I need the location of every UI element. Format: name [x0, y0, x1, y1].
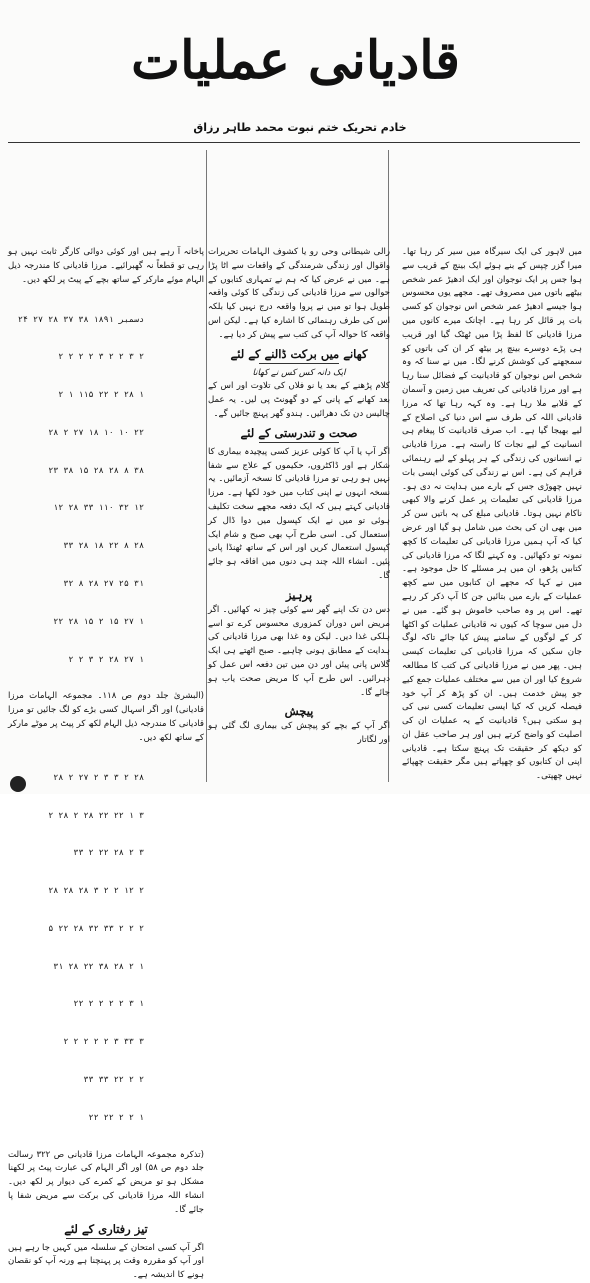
section-quote: ایک دانہ کس کس نے کھانا [252, 367, 346, 378]
page-title: قادیانی عملیات [131, 30, 460, 91]
body-paragraph: پاخانہ آ رہے ہیں اور کوئی دوائی کارگر ثابت نہیں ہو رہی تو قطعاً نہ گھبرائیے۔ مرزا قادیانی کا مندرجہ ذیل الہام موئے مارکر کے ساتھ بچے کے پیٹ پر لکھ دیں۔ [8, 247, 204, 285]
section-body: کلام پڑھنے کے بعد یا نو فلاں کی تلاوت اور اس کے بعد کھانے کے پانی کے دو گھونٹ پی لیں۔ یہ عمل چالیس دن تک دھرائیں۔ ہندو گھر پہنچ جائیں گے۔ [208, 381, 390, 419]
article-column-3 [8, 246, 205, 1281]
section-divider [66, 1238, 146, 1239]
section-body: اگر آپ کسی امتحان کے سلسلہ میں کہیں جا رہے ہیں اور آپ کو مقررہ وقت پر پہنچنا ہے ورنہ آپ کو نقصان ہونے کا اندیشہ ہے۔ [8, 1242, 204, 1281]
number-row: ۳۳ ۲۸ ۱۸ ۲۲ ۸ ۲۸ [63, 540, 144, 551]
body-paragraph: میں لاہور کی ایک سیرگاہ میں سیر کر رہا تھا۔ میرا گزر چپس کے بنے ہوئے ایک بینچ کے قریب سے ہوا جس پر ایک نوجوان اور ایک ادھیڑ عمر شخص بیٹھے باتوں میں مصروف تھے۔ مجھے یوں محسوس ہوا جیسے ادھیڑ عمر شخص اس نوجوان کو کسی بات پر قائل کر رہا ہے۔ اچانک میرے کانوں میں مرزا قادیانی کا لفظ پڑا میں ٹھٹک گیا اور قریب ہی پڑے دوسرے بینچ پر بیٹھ کر ان کی باتوں کو سمجھنے کی کوشش کرنے لگا۔ میں نے سنا کہ وہ شخص اس نوجوان کو قادیانیت کے فضائل سنا رہا ہے اور مرزا قادیانی کی تعریف میں زمین و آسمان کے قلابے ملا رہا ہے۔ وہ کہہ رہا تھا کہ مرزا قادیانی اللہ کی طرف سے اس دنیا کی اصلاح کے لیے بھیجا گیا ہے۔ اب صرف قادیانیت کا پیغام ہی انسانیت کے لیے نجات کا راستہ ہے۔ مرزا قادیانی نے انسانوں کی زندگی کے ہر پہلو کے لیے رہنمائی فراہم کی ہے۔ اس نے زندگی کی کوئی ایسی بات نہیں چھوڑی جس کے بارے میں ہدایت نہ دی ہو۔ مرزا قادیانی کی تعلیمات پر عمل کرنے والا کبھی ناکام نہیں ہوتا۔ قادیانی مبلغ کی یہ باتیں سن کر میں بھی ان کی بحث میں شامل ہو گیا اور عرض کیا کہ آپ ہمیں مرزا قادیانی کی تعلیمات کا کچھ نمونہ تو دکھائیں۔ وہ کہنے لگا کہ مرزا قادیانی کی کتابیں پڑھو، ان میں ہر مسئلے کا حل موجود ہے۔ میں نے کہا کہ مجھے ان کتابوں میں سے کچھ عملیات کے بارے میں بتائیں جن کا آپ ذکر کر رہے تھے۔ اس پر وہ صاحب خاموش ہو گئے۔ میں نے دل میں سوچا کہ کیوں نہ قادیانی عملیات کو اکٹھا کر کے لوگوں کے سامنے پیش کیا جائے تاکہ لوگ جان سکیں کہ مرزا قادیانی کی تعلیمات کیسی ہیں۔ پھر میں نے مرزا قادیانی کی کتب کا مطالعہ شروع کیا اور ان میں سے مختلف عملیات جمع کیے جو پیش خدمت ہیں۔ ان کو پڑھ کر آپ خود فیصلہ کریں کہ کیا ایسی تعلیمات کسی نبی کی ہو سکتی ہیں؟ قادیانیت کے یہ عملیات ان کی اصلیت کو واضح کرتے ہیں اور ہر صاحب عقل ان کو دیکھ کر حقیقت تک پہنچ سکتا ہے۔ قادیانی اپنی ان کتابوں کو چھپاتے ہیں مگر حقیقت چھپائے نہیں چھپتی۔ [402, 247, 582, 782]
page-number-badge [10, 776, 26, 792]
number-row: ۲ ۱ ۱۱۵ ۲۲ ۲ ۲۸ ۱ [58, 389, 144, 400]
number-grid-b [8, 746, 204, 1149]
number-row: ۲ ۲۸ ۲ ۲۸ ۲۲ ۲۲ ۱ ۳ [48, 809, 144, 820]
section-heading: کھانے میں برکت ڈالنے کے لئے [230, 346, 368, 361]
number-row: ۵ ۲۲ ۲۸ ۳۲ ۳۳ ۲ ۲ ۲ [48, 922, 144, 933]
author-byline: خادم تحریک ختم نبوت محمد طاہر رزاق [193, 121, 407, 134]
number-row: ۲ ۲ ۲ ۲ ۲ ۳ ۳۳ ۳ [63, 1036, 144, 1047]
header-divider [8, 142, 580, 143]
number-grid-a [8, 287, 204, 690]
number-row: ۲۲ ۲۸ ۱۵ ۲ ۱۵ ۲۷ ۱ [53, 615, 144, 626]
section-heading: پیچش [284, 704, 314, 719]
number-row: ۲۴ دسمبر ۱۸۹۱ ۳۸ ۳۷ ۲۸ ۲۷ [17, 313, 144, 324]
number-row: ۳۳ ۲ ۲۲ ۲۸ ۲ ۳ [73, 847, 144, 858]
section-heading: تیز رفتاری کے لئے [64, 1221, 148, 1236]
column-divider [206, 150, 207, 782]
body-paragraph: (تذکرہ مجموعہ الہامات مرزا قادیانی ص ۳۲۲ رسالت جلد دوم ص ۵۸) اور اگر الہام کی عبارت پیٹ پر لکھنا مشکل ہو تو مریض کے کمرے کی دیوار پر لکھ دیں۔ انشاء اللہ مرزا قادیانی کی برکت سے مریض شفا پا جائے گا۔ [8, 1149, 204, 1215]
section-divider [259, 442, 339, 443]
number-row: ۲۸ ۲ ۲۷ ۱۸ ۱۰ ۱۰ ۲۲ [48, 426, 144, 437]
article-column-2 [208, 246, 390, 780]
body-paragraph: رالی شیطانی وحی رو یا کشوف الہامات تحریرات واقوال اور زندگی شرمندگی کے واقعات سے اٹا پڑا ہے۔ میں نے عرض کیا کہ ہم نے تمہاری کتابوں کے حوالوں سے مرزا قادیانی کی زندگی کا کوئی واقعہ طویل ہوا تو میں نے پروا واقعہ درج نہیں کیا بلکہ اس کی طرف رہنمائی کا اشارہ کیا ہے۔ لیکن اس واقعہ کا حوالہ آپ کی کتب سے پیش کر دیا ہے۔ [208, 247, 390, 340]
section-divider [259, 363, 339, 364]
section-body: دس دن تک اپنے گھر سے کوئی چیز نہ کھائیں۔ اگر مریض اس دوران کمزوری محسوس کرے تو اسے ہلکی غذا دیں۔ لیکن وہ غذا بھی مرزا قادیانی کی ہدایت کے مطابق ہونی چاہیے۔ صبح اٹھتے ہی ایک گلاس پانی پیئں اور دن میں تین دفعہ اس عمل کو دہرائیں۔ اس طرح آپ کا مریض صحت یاب ہو جائے گا۔ [208, 604, 390, 698]
number-row: ۲۳ ۳۸ ۱۵ ۲۸ ۲۸ ۸ ۳۸ [48, 464, 144, 475]
number-row: ۳۳ ۳۳ ۲۲ ۲ ۲ [83, 1074, 144, 1085]
number-row: ۳۲ ۸ ۲۸ ۲۷ ۲۵ ۳۱ [63, 578, 144, 589]
number-row: ۲ ۲ ۲ ۲ ۳ ۲ ۲ ۳ ۲ [58, 351, 144, 362]
number-row: ۲۸ ۲۸ ۲۸ ۳ ۲ ۲ ۱۲ ۲ [48, 885, 144, 896]
body-paragraph: (البشریٰ جلد دوم ص ۱۱۸۔ مجموعہ الہامات مرزا قادیانی) اور اگر اسہال کسی بڑے کو لگ جائیں تو مرزا قادیانی کا مندرجہ ذیل الہام لکھ کر پیٹ پر موٹے مارکر کے ساتھ لکھ دیں۔ [8, 691, 205, 743]
number-row: ۳۱ ۲۸ ۲۲ ۳۸ ۲۸ ۲ ۱ [53, 960, 144, 971]
number-row: ۲۲ ۲ ۲ ۲ ۲ ۳ ۱ [73, 998, 144, 1009]
section-heading: صحت و تندرستی کے لئے [240, 425, 358, 440]
section-body: اگر آپ یا آپ کا کوئی عزیز کسی پیچیدہ بیماری کا شکار ہے اور ڈاکٹروں، حکیموں کے علاج سے شفا نہیں ہو رہی تو مرزا قادیانی کا نسخہ آزمائیں۔ یہ نسخہ انہوں نے اپنی کتاب میں خود لکھا ہے۔ مرزا قادیانی کہتے ہیں کہ ایک دفعہ مجھے سخت تکلیف ہوئی تو میں نے ایک کپسول میں دوا ڈال کر استعمال کی۔ اسی طرح آپ بھی صبح و شام ایک کپسول استعمال کریں اور اس کے ساتھ ٹھنڈا پانی پئیں۔ انشاء اللہ چند ہی دنوں میں افاقہ ہو جائے گا۔ [208, 446, 390, 581]
section-body: اگر آپ کے بچے کو پیچش کی بیماری لگ گئی ہو اور لگاتار [208, 721, 390, 746]
number-row: ۲ ۲ ۳ ۲ ۲۸ ۲۷ ۱ [68, 653, 144, 664]
number-row: ۲۲ ۲۲ ۲ ۲ ۱ [88, 1111, 144, 1122]
article-column-1 [402, 246, 582, 780]
number-row: ۲۸ ۲ ۲۷ ۲ ۳ ۳ ۲ ۲۸ [53, 771, 144, 782]
number-row: ۱۲ ۲۸ ۳۳ ۱۱۰ ۳۲ ۱۲ [53, 502, 144, 513]
section-heading: پرہیز [285, 587, 313, 602]
